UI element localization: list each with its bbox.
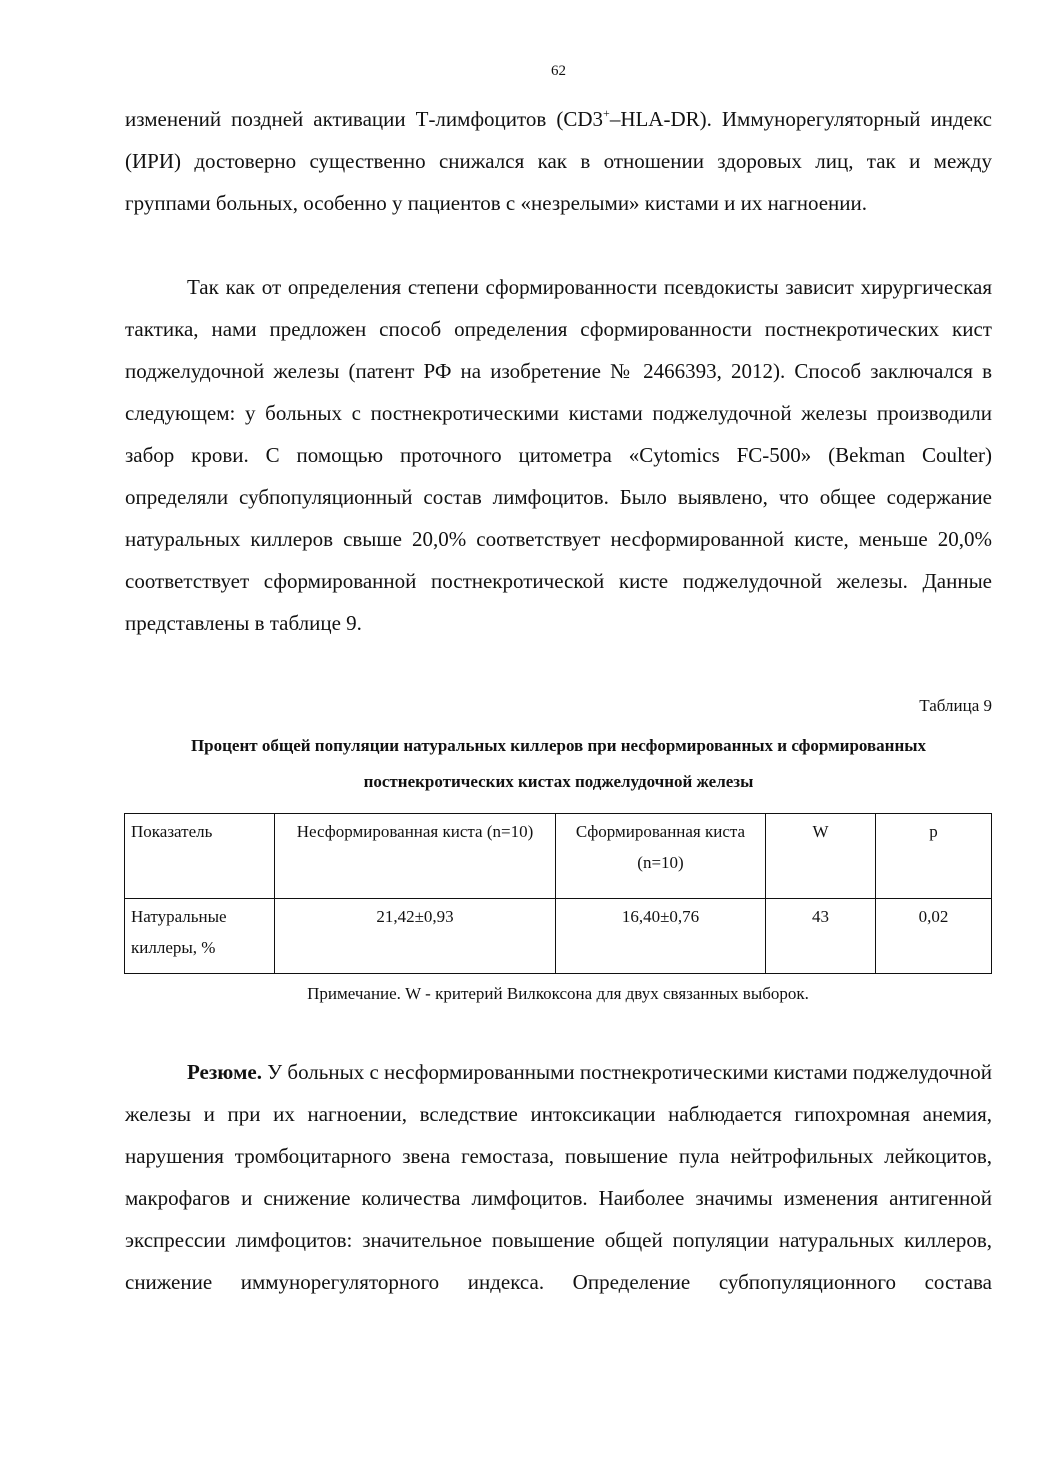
cell-w-value: 43 xyxy=(766,899,876,974)
header-indicator: Показатель xyxy=(125,814,275,899)
paragraph-method: Так как от определения степени сформированности псевдокисты зависит хирургическая тактика, нами предложен способ определения сформированности постнекротических кист поджелудочной железы (патент РФ на изобретение № 2466393, 2012). Способ заключался в следующем: у больных с постнекротическими кистами поджелудочной железы производили забор крови. С помощью проточного цитометра «Cytomics FC-500» (Bekman Coulter) определяли субпопуляционный состав лимфоцитов. Было выявлено, что общее содержание натуральных киллеров свыше 20,0% соответствует несформированной кисте, меньше 20,0% соответствует сформированной постнекротической кисте поджелудочной железы. Данные представлены в таблице 9. xyxy=(125,275,992,635)
page-number: 62 xyxy=(551,63,566,79)
summary-lead: Резюме. xyxy=(187,1060,262,1084)
superscript-plus: + xyxy=(603,106,610,120)
data-table xyxy=(124,813,992,974)
paragraph-continuation-text-end: –HLA-DR). Иммунорегуляторный индекс (ИРИ) достоверно существенно снижался как в отношении здоровых лиц, так и между группами больных, особенно у пациентов с «незрелыми» кистами и их нагноении. xyxy=(125,107,992,215)
table-row xyxy=(125,899,992,974)
header-unformed-cyst: Несформированная киста (n=10) xyxy=(275,814,556,899)
summary-text: У больных с несформированными постнекротическими кистами поджелудочной железы и при их нагноении, вследствие интоксикации наблюдается гипохромная анемия, нарушения тромбоцитарного звена гемостаза, повышение пула нейтрофильных лейкоцитов, макрофагов и снижение количества лимфоцитов. Наиболее значимы изменения антигенной экспрессии лимфоцитов: значительное повышение общей популяции натуральных киллеров, снижение иммунорегуляторного индекса. Определение субпопуляционного состава xyxy=(125,1060,993,1294)
table-note: Примечание. W - критерий Вилкоксона для двух связанных выборок. xyxy=(307,984,809,1003)
cell-indicator: Натуральные киллеры, % xyxy=(125,899,275,974)
paragraph-continuation xyxy=(125,98,992,224)
cell-p-value: 0,02 xyxy=(876,899,992,974)
table-title: Процент общей популяции натуральных киллеров при несформированных и сформированных постнекротических кистах поджелудочной железы xyxy=(190,736,927,791)
table-label: Таблица 9 xyxy=(919,696,992,715)
table-header-row xyxy=(125,814,992,899)
header-formed-cyst: Сформированная киста (n=10) xyxy=(556,814,766,899)
paragraph-continuation-text-start: изменений поздней активации Т-лимфоцитов (CD3 xyxy=(125,107,604,131)
summary-paragraph xyxy=(125,1051,992,1303)
header-w: W xyxy=(766,814,876,899)
cell-formed-value: 16,40±0,76 xyxy=(556,899,766,974)
cell-unformed-value: 21,42±0,93 xyxy=(275,899,556,974)
header-p: р xyxy=(876,814,992,899)
